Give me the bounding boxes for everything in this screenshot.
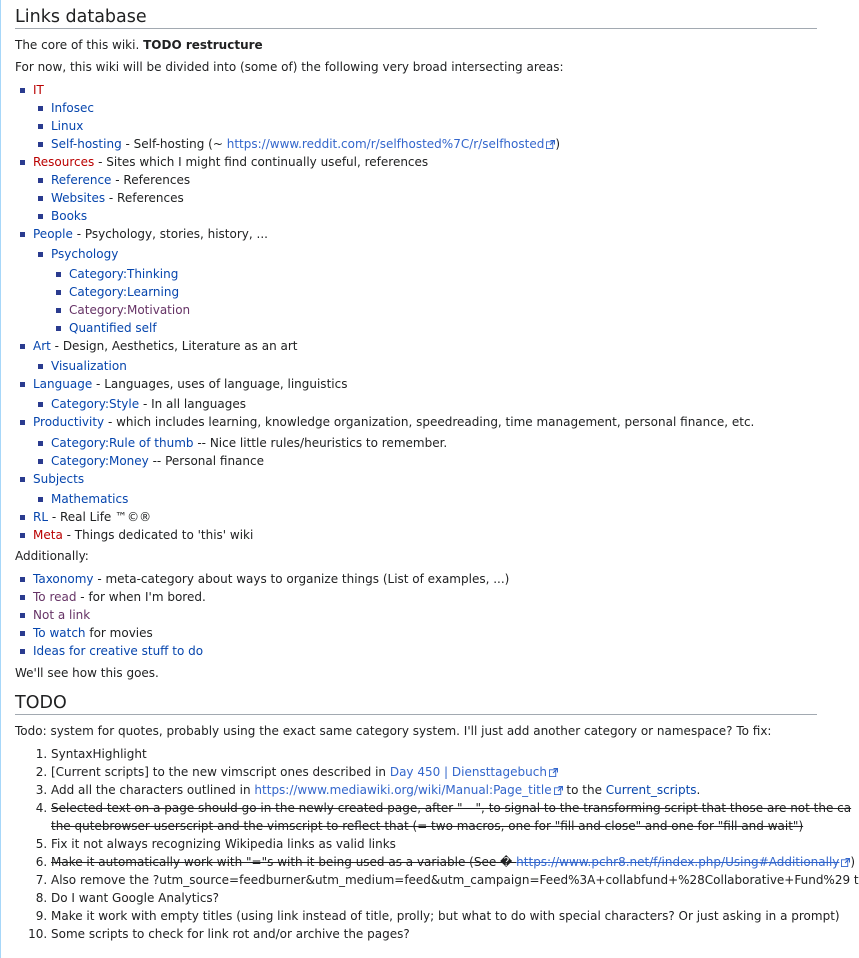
list-item: 1. SyntaxHighlight <box>51 745 817 763</box>
bullet-icon <box>56 326 61 331</box>
link-it[interactable]: IT <box>33 83 44 97</box>
bullet-icon <box>38 459 43 464</box>
list-item: People - Psychology, stories, history, ... Psychology Category:Thinking Category:Learning Category:Motivation Quantified self <box>15 225 817 337</box>
bullet-icon <box>20 533 25 538</box>
bullet-icon <box>38 106 43 111</box>
bullet-icon <box>38 214 43 219</box>
bullet-icon <box>20 344 25 349</box>
list-item <box>15 606 817 624</box>
bullet-icon <box>38 196 43 201</box>
bullet-icon <box>38 252 43 257</box>
bullet-icon <box>38 497 43 502</box>
list-item <box>33 245 817 337</box>
link-mathematics[interactable]: Mathematics <box>51 492 129 506</box>
list-item: 6. Make it automatically work with "="s with it being used as a variable (See � https://www.pchr8.net/f/index.php/Using#Additionally ) <box>51 853 817 871</box>
bullet-icon <box>20 420 25 425</box>
link-quantified-self[interactable]: Quantified self <box>69 321 157 335</box>
bullet-icon <box>20 232 25 237</box>
list-item <box>51 301 817 319</box>
external-link-icon <box>554 786 563 795</box>
link-rl[interactable]: RL <box>33 510 49 524</box>
link-category-rule-of-thumb[interactable]: Category:Rule of thumb <box>51 436 194 450</box>
link-books[interactable]: Books <box>51 209 88 223</box>
additional-list <box>15 570 817 660</box>
list-item: Resources - Sites which I might find continually useful, references Reference - References Websites - References Books <box>15 153 817 225</box>
list-item: To read - for when I'm bored. <box>15 588 817 606</box>
bullet-icon <box>38 402 43 407</box>
list-item: Reference - References <box>33 171 817 189</box>
bullet-icon <box>38 124 43 129</box>
link-day-450[interactable]: Day 450 | Diensttagebuch <box>390 765 558 779</box>
link-category-money[interactable]: Category:Money <box>51 454 149 468</box>
link-ideas-creative[interactable]: Ideas for creative stuff to do <box>33 644 204 658</box>
content <box>15 0 859 943</box>
link-to-read[interactable]: To read <box>33 590 77 604</box>
additionally-label: Additionally: <box>15 549 89 563</box>
list-item <box>33 99 817 117</box>
bullet-icon <box>20 613 25 618</box>
link-mediawiki-page-title[interactable]: https://www.mediawiki.org/wiki/Manual:Page_title <box>254 783 562 797</box>
link-taxonomy[interactable]: Taxonomy <box>33 572 94 586</box>
list-item <box>51 283 817 301</box>
list-item <box>15 470 817 508</box>
bullet-icon <box>38 441 43 446</box>
list-item <box>15 81 817 153</box>
bullet-icon <box>20 382 25 387</box>
bullet-icon <box>20 515 25 520</box>
bullet-icon <box>38 142 43 147</box>
list-item: To watch for movies <box>15 624 817 642</box>
link-art[interactable]: Art <box>33 339 51 353</box>
bullet-icon <box>20 631 25 636</box>
list-item: Taxonomy - meta-category about ways to organize things (List of examples, ...) <box>15 570 817 588</box>
list-item: RL - Real Life ™©® <box>15 508 817 526</box>
list-item: 3. Add all the characters outlined in https://www.mediawiki.org/wiki/Manual:Page_title to the Current_scripts. <box>51 781 817 799</box>
list-item: Category:Rule of thumb -- Nice little rules/heuristics to remember. <box>33 434 817 452</box>
bullet-icon <box>20 649 25 654</box>
list-item: Websites - References <box>33 189 817 207</box>
link-current-scripts[interactable]: Current_scripts <box>605 783 697 797</box>
external-link-icon <box>549 768 558 777</box>
link-resources[interactable]: Resources <box>33 155 95 169</box>
link-infosec[interactable]: Infosec <box>51 101 94 115</box>
list-item <box>33 490 817 508</box>
link-psychology[interactable]: Psychology <box>51 247 119 261</box>
intro-paragraph: The core of this wiki. TODO restructure <box>15 38 263 52</box>
link-people[interactable]: People <box>33 227 73 241</box>
link-meta[interactable]: Meta <box>33 528 63 542</box>
link-pchr8-using[interactable]: https://www.pchr8.net/f/index.php/Using#Additionally <box>516 855 850 869</box>
link-self-hosting[interactable]: Self-hosting <box>51 137 122 151</box>
list-item: Category:Style - In all languages <box>33 395 817 413</box>
link-to-watch[interactable]: To watch <box>33 626 86 640</box>
list-item: 8. Do I want Google Analytics? <box>51 889 817 907</box>
link-category-learning[interactable]: Category:Learning <box>69 285 180 299</box>
link-productivity[interactable]: Productivity <box>33 415 105 429</box>
list-item: Meta - Things dedicated to 'this' wiki <box>15 526 817 544</box>
bullet-icon <box>20 160 25 165</box>
section-heading-links-database: Links database <box>15 6 817 29</box>
todo-list <box>15 745 859 943</box>
link-category-motivation[interactable]: Category:Motivation <box>69 303 191 317</box>
list-item <box>33 117 817 135</box>
link-reddit-selfhosted[interactable]: https://www.reddit.com/r/selfhosted%7C/r/selfhosted <box>227 137 556 151</box>
bullet-icon <box>20 577 25 582</box>
link-subjects[interactable]: Subjects <box>33 472 85 486</box>
list-item: 10. Some scripts to check for link rot and/or archive the pages? <box>51 925 817 943</box>
list-item: Art - Design, Aesthetics, Literature as an art Visualization <box>15 337 817 375</box>
bullet-icon <box>38 178 43 183</box>
list-item <box>51 265 817 283</box>
list-item: Category:Money -- Personal finance <box>33 452 817 470</box>
link-websites[interactable]: Websites <box>51 191 106 205</box>
divided-paragraph: For now, this wiki will be divided into (some of) the following very broad intersecting areas: <box>15 60 564 74</box>
todo-intro: Todo: system for quotes, probably using the exact same category system. I'll just add another category or namespace? To fix: <box>15 724 772 738</box>
list-item: Productivity - which includes learning, knowledge organization, speedreading, time management, personal finance, etc. Category:Rule of thumb -- Nice little rules/heuristics to remember. Category:Money -- Personal finance <box>15 413 817 470</box>
link-language[interactable]: Language <box>33 377 93 391</box>
link-not-a-link[interactable]: Not a link <box>33 608 91 622</box>
list-item: Language - Languages, uses of language, linguistics Category:Style - In all languages <box>15 375 817 413</box>
list-item <box>33 357 817 375</box>
section-heading-todo: TODO <box>15 692 817 715</box>
link-category-style[interactable]: Category:Style <box>51 397 140 411</box>
bullet-icon <box>20 595 25 600</box>
list-item: 2. [Current scripts] to the new vimscript ones described in Day 450 | Diensttagebuch <box>51 763 817 781</box>
areas-list <box>15 81 817 544</box>
link-reference[interactable]: Reference <box>51 173 112 187</box>
link-linux[interactable]: Linux <box>51 119 84 133</box>
list-item <box>33 207 817 225</box>
bullet-icon <box>38 364 43 369</box>
bullet-icon <box>56 272 61 277</box>
list-item: Self-hosting - Self-hosting (~ https://www.reddit.com/r/selfhosted%7C/r/selfhosted ) <box>33 135 817 153</box>
list-item <box>15 642 817 660</box>
list-item <box>51 319 817 337</box>
link-category-thinking[interactable]: Category:Thinking <box>69 267 179 281</box>
closing-paragraph: We'll see how this goes. <box>15 666 159 680</box>
bullet-icon <box>56 290 61 295</box>
list-item: 7. Also remove the ?utm_source=feedburner&utm_medium=feed&utm_campaign=Feed%3A+collabfund+%28Collaborative+Fund%29 t <box>51 871 817 889</box>
list-item: 9. Make it work with empty titles (using link instead of title, prolly; but what to do with special characters? Or just asking in a prompt) <box>51 907 817 925</box>
list-item: 4. Selected text on a page should go in the newly created page, after "---", to signal to the transforming script that those are not the ca the qutebrowser userscript and the vimscript to reflect that (= two macros, one for "fill and close" and one for "fill and wait") <box>51 799 817 835</box>
bullet-icon <box>20 477 25 482</box>
list-item: 5. Fix it not always recognizing Wikipedia links as valid links <box>51 835 817 853</box>
bullet-icon <box>56 308 61 313</box>
external-link-icon <box>546 140 555 149</box>
link-visualization[interactable]: Visualization <box>51 359 127 373</box>
bullet-icon <box>20 88 25 93</box>
